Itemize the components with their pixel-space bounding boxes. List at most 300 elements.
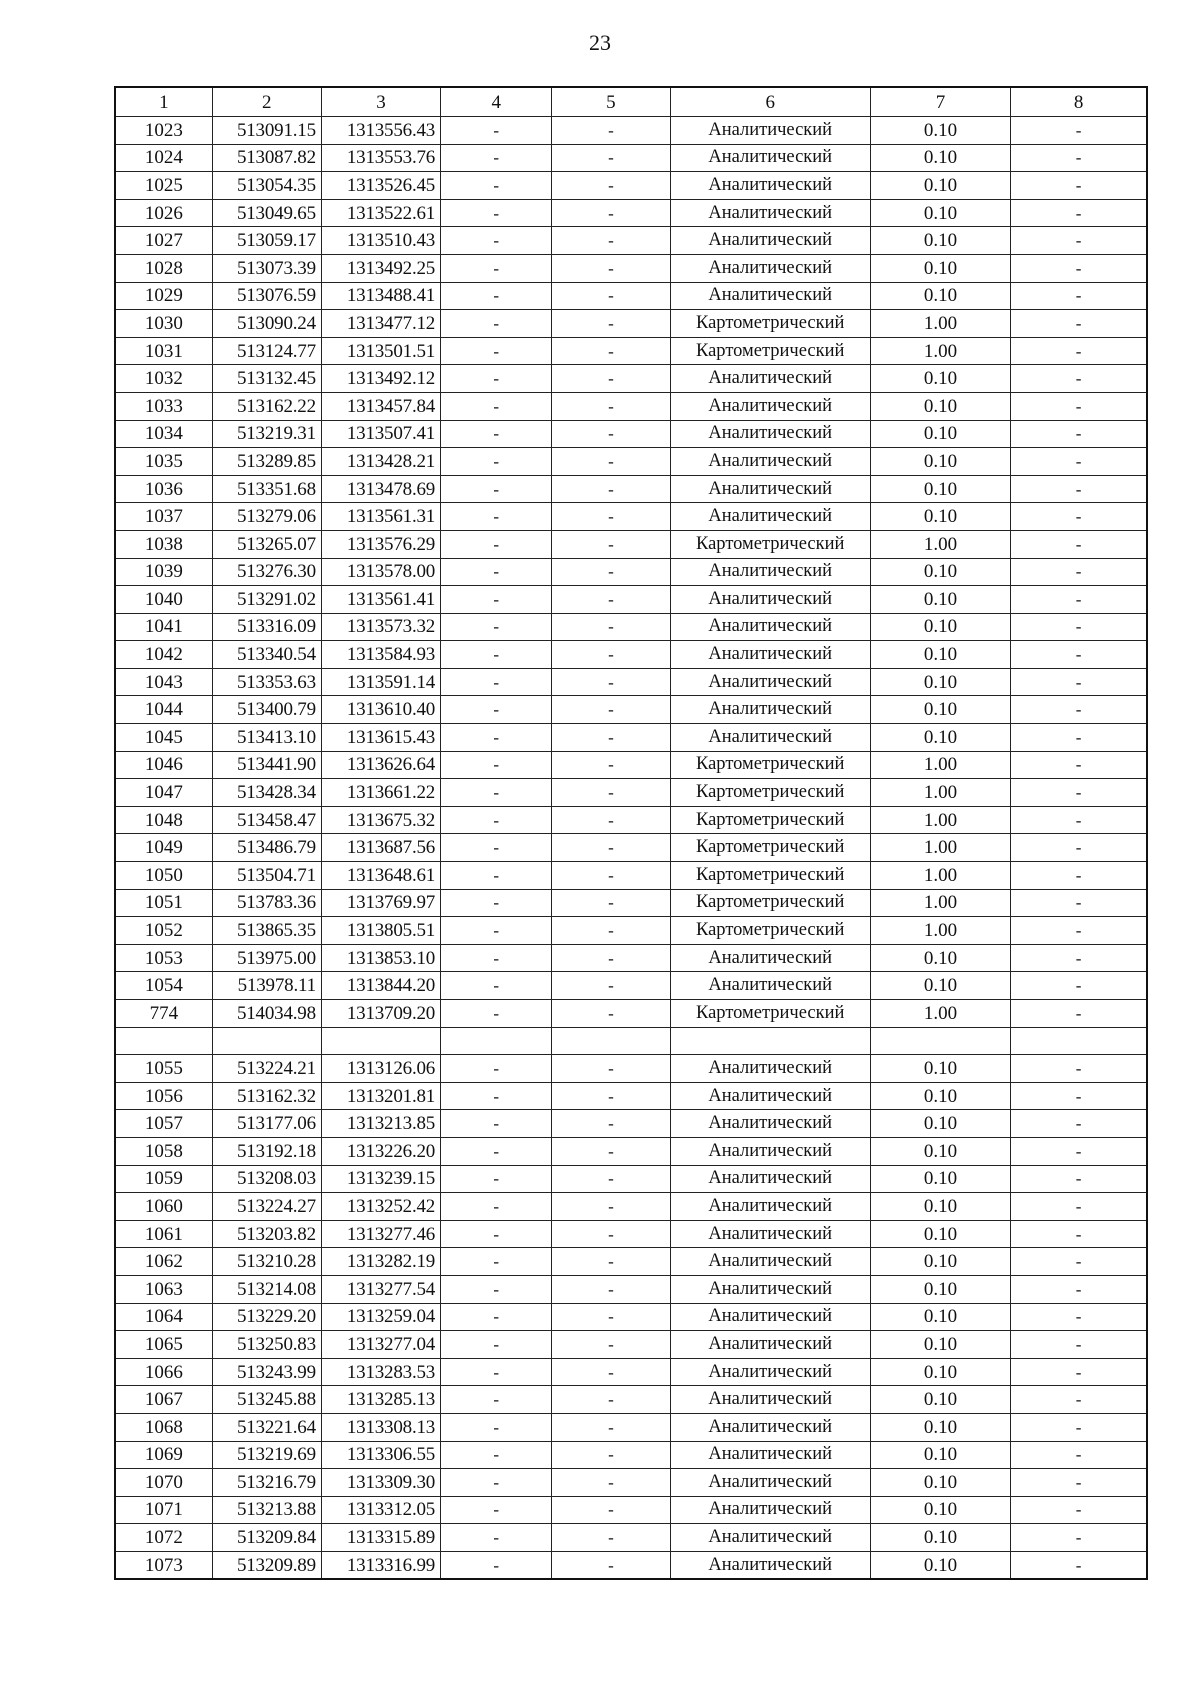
col8-cell: - <box>1011 448 1147 476</box>
method-cell: Аналитический <box>670 1137 870 1165</box>
method-cell: Аналитический <box>670 1441 870 1469</box>
x-coordinate-cell: 513219.69 <box>212 1441 321 1469</box>
table-row <box>115 448 1147 476</box>
col5-cell: - <box>552 1358 670 1386</box>
col4-cell: - <box>441 144 552 172</box>
x-coordinate-cell: 513504.71 <box>212 862 321 890</box>
table-row <box>115 1110 1147 1138</box>
point-id-cell: 1034 <box>115 420 212 448</box>
y-coordinate-cell: 1313522.61 <box>321 199 440 227</box>
col8-cell: - <box>1011 1000 1147 1028</box>
table-row <box>115 724 1147 752</box>
col5-cell: - <box>552 1137 670 1165</box>
col4-cell: - <box>441 227 552 255</box>
col5-cell: - <box>552 1331 670 1359</box>
method-cell <box>670 1027 870 1055</box>
x-coordinate-cell: 513208.03 <box>212 1165 321 1193</box>
y-coordinate-cell: 1313312.05 <box>321 1496 440 1524</box>
method-cell: Аналитический <box>670 475 870 503</box>
x-coordinate-cell: 513276.30 <box>212 558 321 586</box>
col4-cell: - <box>441 944 552 972</box>
col8-cell: - <box>1011 834 1147 862</box>
y-coordinate-cell: 1313277.46 <box>321 1220 440 1248</box>
col8-cell: - <box>1011 1082 1147 1110</box>
x-coordinate-cell: 513441.90 <box>212 751 321 779</box>
col4-cell: - <box>441 668 552 696</box>
col5-cell: - <box>552 806 670 834</box>
col4-cell: - <box>441 834 552 862</box>
col4-cell: - <box>441 641 552 669</box>
point-id-cell: 1049 <box>115 834 212 862</box>
col4-cell: - <box>441 1137 552 1165</box>
accuracy-cell: 0.10 <box>870 668 1010 696</box>
y-coordinate-cell: 1313309.30 <box>321 1469 440 1497</box>
col8-cell: - <box>1011 392 1147 420</box>
x-coordinate-cell: 513243.99 <box>212 1358 321 1386</box>
col5-cell: - <box>552 558 670 586</box>
col8-cell: - <box>1011 1137 1147 1165</box>
x-coordinate-cell: 513351.68 <box>212 475 321 503</box>
col4-cell: - <box>441 558 552 586</box>
col8-cell: - <box>1011 917 1147 945</box>
accuracy-cell: 0.10 <box>870 1110 1010 1138</box>
table-row <box>115 1303 1147 1331</box>
table-row <box>115 1220 1147 1248</box>
col4-cell: - <box>441 779 552 807</box>
y-coordinate-cell: 1313457.84 <box>321 392 440 420</box>
col8-cell: - <box>1011 227 1147 255</box>
column-header: 1 <box>115 87 212 117</box>
x-coordinate-cell: 513224.21 <box>212 1055 321 1083</box>
method-cell: Аналитический <box>670 420 870 448</box>
point-id-cell: 1023 <box>115 117 212 145</box>
col5-cell: - <box>552 613 670 641</box>
y-coordinate-cell <box>321 1027 440 1055</box>
col5-cell: - <box>552 310 670 338</box>
point-id-cell: 774 <box>115 1000 212 1028</box>
col4-cell: - <box>441 199 552 227</box>
y-coordinate-cell: 1313252.42 <box>321 1193 440 1221</box>
table-row <box>115 1193 1147 1221</box>
accuracy-cell: 0.10 <box>870 503 1010 531</box>
col5-cell: - <box>552 1469 670 1497</box>
point-id-cell: 1067 <box>115 1386 212 1414</box>
col5-cell: - <box>552 779 670 807</box>
col4-cell: - <box>441 172 552 200</box>
method-cell: Картометрический <box>670 530 870 558</box>
y-coordinate-cell: 1313315.89 <box>321 1524 440 1552</box>
col5-cell: - <box>552 1441 670 1469</box>
point-id-cell: 1071 <box>115 1496 212 1524</box>
point-id-cell: 1041 <box>115 613 212 641</box>
col4-cell: - <box>441 1386 552 1414</box>
point-id-cell: 1037 <box>115 503 212 531</box>
accuracy-cell: 0.10 <box>870 117 1010 145</box>
col4-cell: - <box>441 1303 552 1331</box>
col4-cell: - <box>441 806 552 834</box>
col8-cell: - <box>1011 1413 1147 1441</box>
x-coordinate-cell: 513162.22 <box>212 392 321 420</box>
point-id-cell: 1033 <box>115 392 212 420</box>
col4-cell: - <box>441 724 552 752</box>
col4-cell: - <box>441 1000 552 1028</box>
point-id-cell: 1035 <box>115 448 212 476</box>
x-coordinate-cell: 513209.89 <box>212 1551 321 1579</box>
x-coordinate-cell: 513192.18 <box>212 1137 321 1165</box>
col8-cell: - <box>1011 1469 1147 1497</box>
col8-cell: - <box>1011 475 1147 503</box>
method-cell: Аналитический <box>670 282 870 310</box>
point-id-cell: 1063 <box>115 1275 212 1303</box>
col8-cell: - <box>1011 1551 1147 1579</box>
y-coordinate-cell: 1313126.06 <box>321 1055 440 1083</box>
col5-cell: - <box>552 254 670 282</box>
col5-cell: - <box>552 917 670 945</box>
accuracy-cell: 1.00 <box>870 530 1010 558</box>
accuracy-cell: 0.10 <box>870 1165 1010 1193</box>
col5-cell: - <box>552 1193 670 1221</box>
column-header: 8 <box>1011 87 1147 117</box>
col5-cell: - <box>552 144 670 172</box>
y-coordinate-cell: 1313561.31 <box>321 503 440 531</box>
method-cell: Аналитический <box>670 1082 870 1110</box>
point-id-cell: 1046 <box>115 751 212 779</box>
table-row <box>115 696 1147 724</box>
method-cell: Аналитический <box>670 1165 870 1193</box>
col8-cell: - <box>1011 420 1147 448</box>
point-id-cell: 1064 <box>115 1303 212 1331</box>
x-coordinate-cell: 514034.98 <box>212 1000 321 1028</box>
method-cell: Аналитический <box>670 1110 870 1138</box>
col4-cell: - <box>441 1469 552 1497</box>
col4-cell: - <box>441 1165 552 1193</box>
point-id-cell: 1051 <box>115 889 212 917</box>
method-cell: Аналитический <box>670 1413 870 1441</box>
method-cell: Аналитический <box>670 1303 870 1331</box>
col5-cell: - <box>552 503 670 531</box>
table-row <box>115 944 1147 972</box>
table-row <box>115 392 1147 420</box>
method-cell: Картометрический <box>670 806 870 834</box>
column-header: 3 <box>321 87 440 117</box>
accuracy-cell: 0.10 <box>870 1193 1010 1221</box>
point-id-cell: 1032 <box>115 365 212 393</box>
method-cell: Аналитический <box>670 641 870 669</box>
x-coordinate-cell: 513124.77 <box>212 337 321 365</box>
y-coordinate-cell: 1313492.25 <box>321 254 440 282</box>
accuracy-cell: 0.10 <box>870 199 1010 227</box>
x-coordinate-cell: 513214.08 <box>212 1275 321 1303</box>
col8-cell: - <box>1011 1331 1147 1359</box>
method-cell: Аналитический <box>670 227 870 255</box>
table-row <box>115 530 1147 558</box>
col5-cell: - <box>552 172 670 200</box>
col8-cell: - <box>1011 117 1147 145</box>
col5-cell: - <box>552 1082 670 1110</box>
y-coordinate-cell: 1313285.13 <box>321 1386 440 1414</box>
x-coordinate-cell: 513250.83 <box>212 1331 321 1359</box>
method-cell: Аналитический <box>670 448 870 476</box>
table-row <box>115 1496 1147 1524</box>
method-cell: Аналитический <box>670 1469 870 1497</box>
accuracy-cell: 0.10 <box>870 1469 1010 1497</box>
method-cell: Аналитический <box>670 1275 870 1303</box>
col5-cell: - <box>552 696 670 724</box>
col8-cell: - <box>1011 503 1147 531</box>
method-cell: Аналитический <box>670 1358 870 1386</box>
accuracy-cell: 0.10 <box>870 1358 1010 1386</box>
x-coordinate-cell: 513400.79 <box>212 696 321 724</box>
y-coordinate-cell: 1313591.14 <box>321 668 440 696</box>
col5-cell: - <box>552 448 670 476</box>
y-coordinate-cell: 1313477.12 <box>321 310 440 338</box>
table-row <box>115 1386 1147 1414</box>
col8-cell <box>1011 1027 1147 1055</box>
col8-cell: - <box>1011 613 1147 641</box>
y-coordinate-cell: 1313488.41 <box>321 282 440 310</box>
col4-cell: - <box>441 1551 552 1579</box>
col4-cell: - <box>441 917 552 945</box>
col4-cell <box>441 1027 552 1055</box>
coordinates-table <box>114 86 1148 1580</box>
accuracy-cell: 0.10 <box>870 448 1010 476</box>
accuracy-cell: 0.10 <box>870 972 1010 1000</box>
col8-cell: - <box>1011 668 1147 696</box>
table-row <box>115 117 1147 145</box>
table-row <box>115 1441 1147 1469</box>
table-row <box>115 558 1147 586</box>
col5-cell: - <box>552 641 670 669</box>
page-number: 23 <box>589 30 611 55</box>
point-id-cell: 1050 <box>115 862 212 890</box>
table-row <box>115 972 1147 1000</box>
x-coordinate-cell: 513224.27 <box>212 1193 321 1221</box>
col8-cell: - <box>1011 944 1147 972</box>
col8-cell: - <box>1011 1496 1147 1524</box>
method-cell: Аналитический <box>670 503 870 531</box>
x-coordinate-cell: 513090.24 <box>212 310 321 338</box>
y-coordinate-cell: 1313492.12 <box>321 365 440 393</box>
col8-cell: - <box>1011 1110 1147 1138</box>
table-row <box>115 806 1147 834</box>
x-coordinate-cell: 513073.39 <box>212 254 321 282</box>
x-coordinate-cell: 513975.00 <box>212 944 321 972</box>
x-coordinate-cell: 513213.88 <box>212 1496 321 1524</box>
col8-cell: - <box>1011 751 1147 779</box>
accuracy-cell: 0.10 <box>870 1524 1010 1552</box>
col4-cell: - <box>441 475 552 503</box>
x-coordinate-cell: 513203.82 <box>212 1220 321 1248</box>
col4-cell: - <box>441 1441 552 1469</box>
col8-cell: - <box>1011 972 1147 1000</box>
accuracy-cell: 1.00 <box>870 1000 1010 1028</box>
col8-cell: - <box>1011 1524 1147 1552</box>
x-coordinate-cell: 513245.88 <box>212 1386 321 1414</box>
col5-cell: - <box>552 586 670 614</box>
method-cell: Аналитический <box>670 1220 870 1248</box>
point-id-cell: 1028 <box>115 254 212 282</box>
col5-cell: - <box>552 862 670 890</box>
y-coordinate-cell: 1313578.00 <box>321 558 440 586</box>
y-coordinate-cell: 1313687.56 <box>321 834 440 862</box>
col5-cell: - <box>552 530 670 558</box>
col8-cell: - <box>1011 586 1147 614</box>
y-coordinate-cell: 1313239.15 <box>321 1165 440 1193</box>
col5-cell <box>552 1027 670 1055</box>
method-cell: Аналитический <box>670 613 870 641</box>
table-row <box>115 282 1147 310</box>
table-row <box>115 227 1147 255</box>
accuracy-cell: 0.10 <box>870 392 1010 420</box>
col8-cell: - <box>1011 172 1147 200</box>
point-id-cell: 1052 <box>115 917 212 945</box>
col8-cell: - <box>1011 889 1147 917</box>
col5-cell: - <box>552 117 670 145</box>
y-coordinate-cell: 1313478.69 <box>321 475 440 503</box>
col4-cell: - <box>441 1275 552 1303</box>
accuracy-cell: 0.10 <box>870 944 1010 972</box>
point-id-cell: 1053 <box>115 944 212 972</box>
table-row <box>115 1137 1147 1165</box>
point-id-cell: 1045 <box>115 724 212 752</box>
y-coordinate-cell: 1313626.64 <box>321 751 440 779</box>
accuracy-cell: 0.10 <box>870 558 1010 586</box>
method-cell: Картометрический <box>670 779 870 807</box>
col5-cell: - <box>552 944 670 972</box>
col8-cell: - <box>1011 1358 1147 1386</box>
x-coordinate-cell: 513210.28 <box>212 1248 321 1276</box>
table-row <box>115 1082 1147 1110</box>
y-coordinate-cell: 1313769.97 <box>321 889 440 917</box>
col5-cell: - <box>552 834 670 862</box>
x-coordinate-cell: 513177.06 <box>212 1110 321 1138</box>
col8-cell: - <box>1011 862 1147 890</box>
point-id-cell: 1027 <box>115 227 212 255</box>
col4-cell: - <box>441 1220 552 1248</box>
table-row <box>115 199 1147 227</box>
accuracy-cell: 0.10 <box>870 1082 1010 1110</box>
y-coordinate-cell: 1313507.41 <box>321 420 440 448</box>
method-cell: Аналитический <box>670 117 870 145</box>
point-id-cell: 1056 <box>115 1082 212 1110</box>
accuracy-cell: 0.10 <box>870 1220 1010 1248</box>
col8-cell: - <box>1011 1220 1147 1248</box>
method-cell: Аналитический <box>670 1496 870 1524</box>
x-coordinate-cell: 513216.79 <box>212 1469 321 1497</box>
point-id-cell: 1024 <box>115 144 212 172</box>
accuracy-cell: 0.10 <box>870 144 1010 172</box>
x-coordinate-cell: 513049.65 <box>212 199 321 227</box>
column-header: 6 <box>670 87 870 117</box>
x-coordinate-cell: 513091.15 <box>212 117 321 145</box>
method-cell: Картометрический <box>670 834 870 862</box>
col4-cell: - <box>441 254 552 282</box>
table-row <box>115 1524 1147 1552</box>
method-cell: Картометрический <box>670 862 870 890</box>
table-row <box>115 1055 1147 1083</box>
table-row <box>115 1358 1147 1386</box>
y-coordinate-cell: 1313553.76 <box>321 144 440 172</box>
accuracy-cell: 0.10 <box>870 1551 1010 1579</box>
col8-cell: - <box>1011 282 1147 310</box>
accuracy-cell: 0.10 <box>870 641 1010 669</box>
col8-cell: - <box>1011 1386 1147 1414</box>
point-id-cell: 1054 <box>115 972 212 1000</box>
y-coordinate-cell: 1313259.04 <box>321 1303 440 1331</box>
method-cell: Аналитический <box>670 1193 870 1221</box>
accuracy-cell: 0.10 <box>870 1275 1010 1303</box>
col4-cell: - <box>441 1331 552 1359</box>
accuracy-cell: 0.10 <box>870 1055 1010 1083</box>
point-id-cell: 1069 <box>115 1441 212 1469</box>
col4-cell: - <box>441 1358 552 1386</box>
y-coordinate-cell: 1313661.22 <box>321 779 440 807</box>
column-header: 4 <box>441 87 552 117</box>
table-row <box>115 917 1147 945</box>
y-coordinate-cell: 1313428.21 <box>321 448 440 476</box>
accuracy-cell: 0.10 <box>870 1137 1010 1165</box>
table-row <box>115 420 1147 448</box>
method-cell: Аналитический <box>670 724 870 752</box>
x-coordinate-cell: 513291.02 <box>212 586 321 614</box>
col8-cell: - <box>1011 1165 1147 1193</box>
point-id-cell: 1057 <box>115 1110 212 1138</box>
col5-cell: - <box>552 392 670 420</box>
col5-cell: - <box>552 1303 670 1331</box>
y-coordinate-cell: 1313805.51 <box>321 917 440 945</box>
col4-cell: - <box>441 503 552 531</box>
col4-cell: - <box>441 1524 552 1552</box>
y-coordinate-cell: 1313561.41 <box>321 586 440 614</box>
col8-cell: - <box>1011 310 1147 338</box>
table-row <box>115 862 1147 890</box>
col4-cell: - <box>441 448 552 476</box>
x-coordinate-cell: 513865.35 <box>212 917 321 945</box>
table-row <box>115 751 1147 779</box>
y-coordinate-cell: 1313844.20 <box>321 972 440 1000</box>
accuracy-cell: 1.00 <box>870 862 1010 890</box>
y-coordinate-cell: 1313573.32 <box>321 613 440 641</box>
x-coordinate-cell: 513289.85 <box>212 448 321 476</box>
col5-cell: - <box>552 1055 670 1083</box>
table-row <box>115 144 1147 172</box>
col5-cell: - <box>552 227 670 255</box>
y-coordinate-cell: 1313282.19 <box>321 1248 440 1276</box>
col4-cell: - <box>441 696 552 724</box>
accuracy-cell: 0.10 <box>870 1496 1010 1524</box>
table-row <box>115 668 1147 696</box>
method-cell: Картометрический <box>670 1000 870 1028</box>
point-id-cell: 1044 <box>115 696 212 724</box>
col4-cell: - <box>441 1110 552 1138</box>
table-row <box>115 503 1147 531</box>
accuracy-cell: 0.10 <box>870 282 1010 310</box>
point-id-cell: 1026 <box>115 199 212 227</box>
col8-cell: - <box>1011 1303 1147 1331</box>
method-cell: Картометрический <box>670 889 870 917</box>
y-coordinate-cell: 1313308.13 <box>321 1413 440 1441</box>
point-id-cell: 1066 <box>115 1358 212 1386</box>
accuracy-cell: 1.00 <box>870 917 1010 945</box>
col5-cell: - <box>552 1275 670 1303</box>
x-coordinate-cell: 513132.45 <box>212 365 321 393</box>
col4-cell: - <box>441 972 552 1000</box>
col4-cell: - <box>441 282 552 310</box>
table-row <box>115 1165 1147 1193</box>
point-id-cell: 1060 <box>115 1193 212 1221</box>
table-row <box>115 1551 1147 1579</box>
accuracy-cell: 0.10 <box>870 586 1010 614</box>
